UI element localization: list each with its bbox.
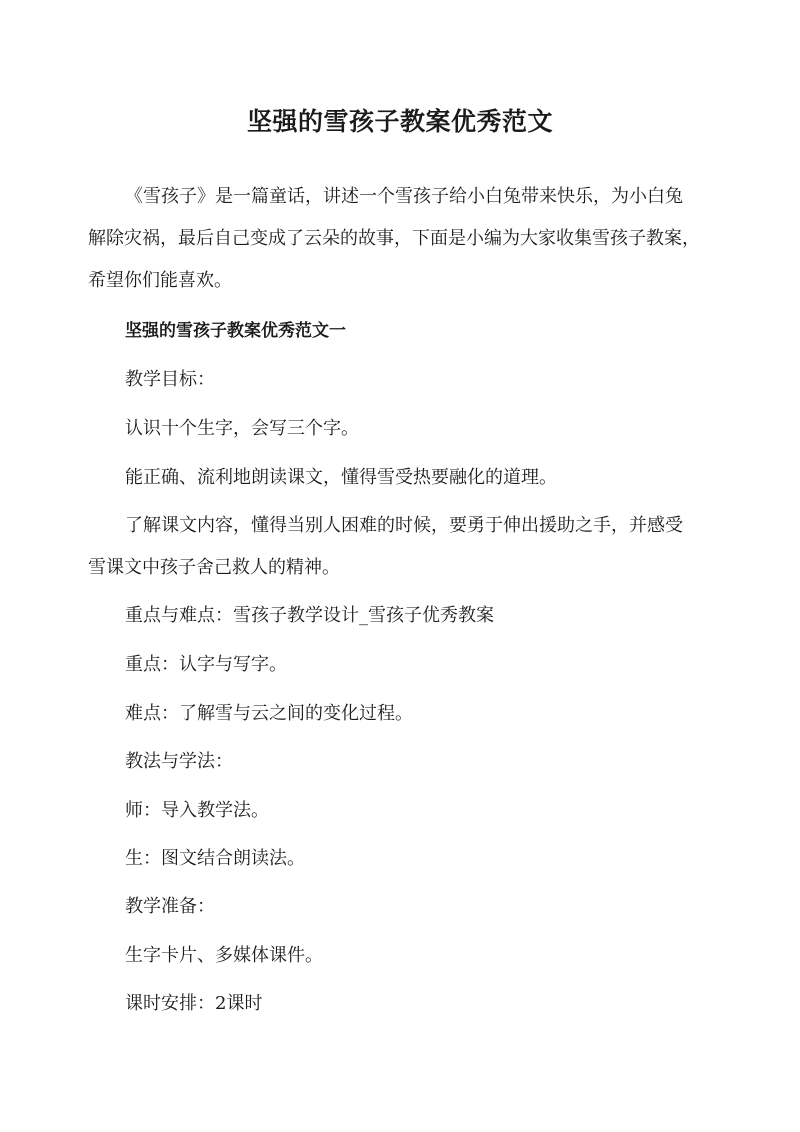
difficult-point: 难点：了解雪与云之间的变化过程。 [125,703,413,724]
document-title: 坚强的雪孩子教案优秀范文 [246,107,553,136]
goal-3-line-2: 雪课文中孩子舍己救人的精神。 [88,557,340,578]
preparation-label: 教学准备： [125,896,215,917]
key-difficult-heading: 重点与难点：雪孩子教学设计_雪孩子优秀教案 [125,605,494,626]
key-point: 重点：认字与写字。 [125,654,287,675]
intro-line-2: 解除灾祸，最后自己变成了云朵的故事，下面是小编为大家收集雪孩子教案， [88,228,700,249]
intro-line-3: 希望你们能喜欢。 [88,270,232,291]
student-method: 生：图文结合朗读法。 [125,848,305,869]
methods-label: 教法与学法： [125,751,233,772]
goal-2: 能正确、流利地朗读课文，懂得雪受热要融化的道理。 [125,467,557,488]
schedule: 课时安排：2课时 [125,993,263,1014]
goal-3-line-1: 了解课文内容，懂得当别人困难的时候，要勇于伸出援助之手，并感受 [125,515,683,536]
section-heading: 坚强的雪孩子教案优秀范文一 [125,321,346,341]
intro-line-1: 《雪孩子》是一篇童话，讲述一个雪孩子给小白兔带来快乐，为小白兔 [125,186,683,207]
preparation: 生字卡片、多媒体课件。 [125,945,323,966]
goal-1: 认识十个生字，会写三个字。 [125,418,359,439]
teaching-goals-label: 教学目标： [125,369,215,390]
teacher-method: 师：导入教学法。 [125,800,269,821]
